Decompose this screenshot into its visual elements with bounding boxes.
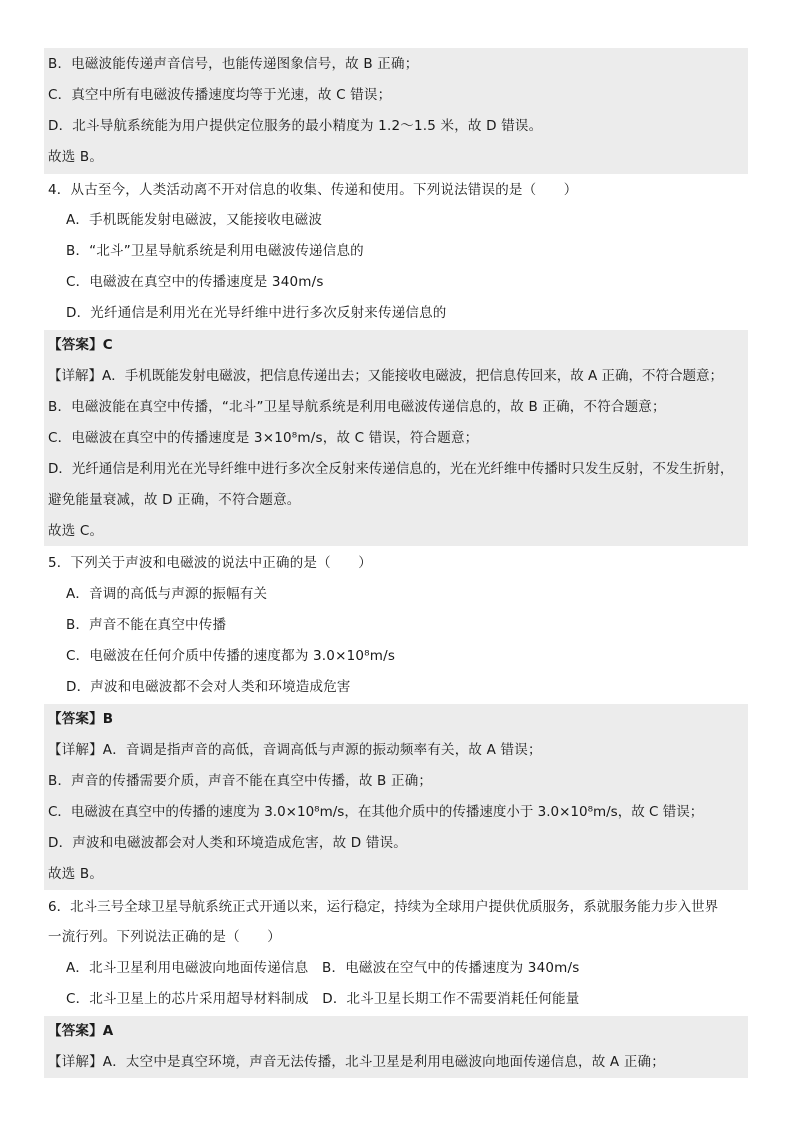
explanation-line: 【详解】A．手机既能发射电磁波，把信息传递出去；又能接收电磁波，把信息传回来，故 A 正确，不符合题意；: [48, 368, 724, 384]
option-a: A．音调的高低与声源的振幅有关: [66, 586, 268, 602]
explanation-line: C．真空中所有电磁波传播速度均等于光速，故 C 错误；: [48, 87, 392, 103]
explanation-line: D．声波和电磁波都会对人类和环境造成危害，故 D 错误。: [48, 835, 407, 851]
explanation-line: B．声音的传播需要介质，声音不能在真空中传播，故 B 正确；: [48, 773, 433, 789]
conclusion-line: 故选 C。: [48, 523, 104, 539]
options-row: A．北斗卫星利用电磁波向地面传递信息 B．电磁波在空气中的传播速度为 340m/s: [66, 960, 580, 976]
explanation-line: D．光纤通信是利用光在光导纤维中进行多次全反射来传递信息的，光在光纤维中传播时只发生反射，不发生折射，: [48, 461, 734, 477]
explanation-line: 避免能量衰减，故 D 正确，不符合题意。: [48, 492, 301, 508]
options-row: C．北斗卫星上的芯片采用超导材料制成 D．北斗卫星长期工作不需要消耗任何能量: [66, 991, 580, 1007]
question-stem: 6．北斗三号全球卫星导航系统正式开通以来，运行稳定，持续为全球用户提供优质服务，系就服务能力步入世界: [48, 899, 719, 915]
answer-line: 【答案】B: [48, 711, 114, 727]
question-stem: 5．下列关于声波和电磁波的说法中正确的是（ ）: [48, 555, 372, 571]
explanation-line: 【详解】A．太空中是真空环境，声音无法传播，北斗卫星是利用电磁波向地面传递信息，故 A 正确；: [48, 1054, 665, 1070]
question-stem-continued: 一流行列。下列说法正确的是（ ）: [48, 929, 281, 945]
conclusion-line: 故选 B。: [48, 149, 104, 165]
option-b: B．声音不能在真空中传播: [66, 617, 227, 633]
option-c: C．电磁波在真空中的传播速度是 340m/s: [66, 274, 324, 290]
option-d: D．声波和电磁波都不会对人类和环境造成危害: [66, 679, 351, 695]
option-a: A．手机既能发射电磁波，又能接收电磁波: [66, 212, 323, 228]
explanation-line: D．北斗导航系统能为用户提供定位服务的最小精度为 1.2～1.5 米，故 D 错误。: [48, 118, 543, 134]
option-c: C．电磁波在任何介质中传播的速度都为 3.0×10⁸m/s: [66, 648, 396, 664]
explanation-line: C．电磁波在真空中的传播速度是 3×10⁸m/s，故 C 错误，符合题意；: [48, 430, 479, 446]
answer-line: 【答案】A: [48, 1023, 114, 1039]
answer-block: [44, 704, 748, 890]
option-b: B．“北斗”卫星导航系统是利用电磁波传递信息的: [66, 243, 364, 259]
conclusion-line: 故选 B。: [48, 866, 104, 882]
question-stem: 4．从古至今，人类活动离不开对信息的收集、传递和使用。下列说法错误的是（ ）: [48, 182, 578, 198]
explanation-line: B．电磁波能传递声音信号，也能传递图象信号，故 B 正确；: [48, 56, 419, 72]
answer-line: 【答案】C: [48, 337, 113, 353]
explanation-line: C．电磁波在真空中的传播的速度为 3.0×10⁸m/s，在其他介质中的传播速度小于 3.0×10⁸m/s，故 C 错误；: [48, 804, 704, 820]
explanation-line: B．电磁波能在真空中传播，“北斗”卫星导航系统是利用电磁波传递信息的，故 B 正确，不符合题意；: [48, 399, 666, 415]
option-d: D．光纤通信是利用光在光导纤维中进行多次反射来传递信息的: [66, 305, 447, 321]
explanation-line: 【详解】A．音调是指声音的高低，音调高低与声源的振动频率有关，故 A 错误；: [48, 742, 542, 758]
